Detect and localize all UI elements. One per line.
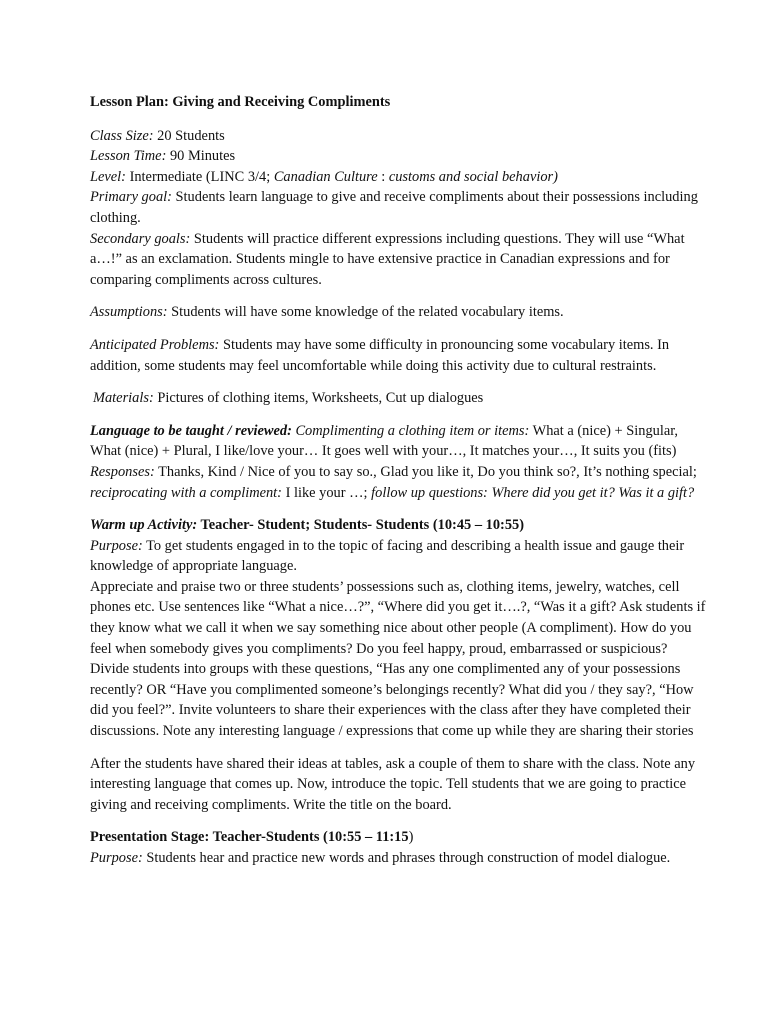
anticipated-problems-value: Students may have some difficulty in pronouncing some vocabulary items. In addition, some students may feel uncomfortable while doing this activity due to cultural restraints.: [90, 336, 670, 374]
warmup-section: [90, 515, 708, 742]
presentation-purpose: [90, 848, 708, 869]
materials-value: Pictures of clothing items, Worksheets, Cut up dialogues: [153, 390, 484, 407]
anticipated-problems-label: Anticipated Problems:: [90, 336, 220, 353]
level-line: [90, 167, 708, 188]
level-customs: customs and social behavior): [388, 168, 558, 185]
reciprocating-value: I like your …;: [281, 484, 372, 501]
level-culture: Canadian Culture: [273, 168, 378, 185]
warmup-label: Warm up Activity:: [90, 517, 198, 534]
presentation-purpose-value: Students hear and practice new words and phrases through construction of model dialogue.: [142, 850, 671, 866]
followup-questions: follow up questions: Where did you get it? Was it a gift?: [371, 484, 695, 501]
assumptions: [90, 302, 708, 323]
complimenting-label: Complimenting a clothing item or items:: [291, 422, 530, 439]
lesson-time-value: 90 Minutes: [166, 148, 236, 165]
assumptions-value: Students will have some knowledge of the related vocabulary items.: [167, 304, 564, 321]
primary-goal-value: Students learn language to give and receive compliments about their possessions including clothing.: [90, 189, 698, 226]
language-section: [90, 421, 708, 503]
warmup-purpose-value: To get students engaged in to the topic of facing and describing a health issue and gauge their knowledge of appropriate language.: [90, 537, 685, 575]
primary-goal-label: Primary goal:: [90, 189, 172, 206]
materials: [90, 388, 708, 409]
page-title: Lesson Plan: Giving and Receiving Compliments: [90, 94, 391, 110]
language-label: Language to be taught / reviewed:: [90, 422, 292, 439]
class-size-line: [90, 126, 708, 147]
lesson-time-label: Lesson Time:: [90, 148, 167, 165]
responses-label: Responses:: [90, 463, 155, 480]
presentation-heading-paren: ): [408, 829, 414, 846]
lesson-time-line: [90, 146, 708, 167]
assumptions-label: Assumptions:: [90, 304, 168, 321]
warmup-purpose-label: Purpose:: [90, 537, 143, 554]
presentation-heading: [90, 827, 708, 848]
secondary-goals-label: Secondary goals:: [90, 230, 191, 247]
anticipated-problems: [90, 335, 708, 376]
presentation-purpose-label: Purpose:: [90, 850, 143, 866]
class-size-label: Class Size:: [90, 127, 154, 144]
warmup-purpose: [90, 536, 708, 577]
reciprocating-label: reciprocating with a compliment:: [90, 484, 282, 501]
class-size-value: 20 Students: [153, 127, 225, 144]
warmup-heading-value: Teacher- Student; Students- Students (10:45 – 10:55): [197, 517, 524, 534]
secondary-goals: [90, 229, 708, 291]
level-sep: :: [377, 168, 389, 185]
warmup-body: Appreciate and praise two or three students’ possessions such as, clothing items, jewelry, watches, cell phones etc. Use sentences like “What a nice…?”, “Where did you get it….?, “Was it a gift? Ask students if they know what we call it when we say something nice about other people (A compliment). How do you feel when somebody gives you compliments? Do you feel happy, proud, embarrassed or suspicious? Divide students into groups with these questions, “Has any one complimented any of your possessions recently? OR “Have you complimented someone’s belongings recently? What did you / they say?, “How did you feel?”. Invite volunteers to share their experiences with the class after they have completed their discussions. Note any interesting language / expressions that come up while they are sharing their stories: [90, 578, 706, 740]
primary-goal: [90, 187, 708, 228]
warmup-heading: [90, 515, 708, 536]
secondary-goals-value: Students will practice different expressions including questions. They will use “What a…!” as an exclamation. Students mingle to have extensive practice in Canadian expressions and for comparing compliments across cultures.: [90, 230, 685, 288]
warmup-after: After the students have shared their ideas at tables, ask a couple of them to share with the class. Note any interesting language that comes up. Now, introduce the topic. Tell students that we are going to practice giving and receiving compliments. Write the title on the board.: [90, 755, 696, 813]
presentation-heading-text: Presentation Stage: Teacher-Students (10:55 – 11:15: [90, 829, 409, 846]
level-label: Level:: [90, 168, 126, 185]
level-value: Intermediate (LINC 3/4;: [125, 168, 274, 185]
responses-value: Thanks, Kind / Nice of you to say so., Glad you like it, Do you think so?, It’s nothing special;: [154, 463, 697, 480]
presentation-section: [90, 827, 708, 868]
lesson-header: [90, 126, 708, 291]
complimenting-value: What a (nice) + Singular, What (nice) + Plural, I like/love your… It goes well with your…, It matches your…, It suits you (fits): [90, 422, 679, 460]
materials-label: Materials:: [93, 390, 154, 407]
